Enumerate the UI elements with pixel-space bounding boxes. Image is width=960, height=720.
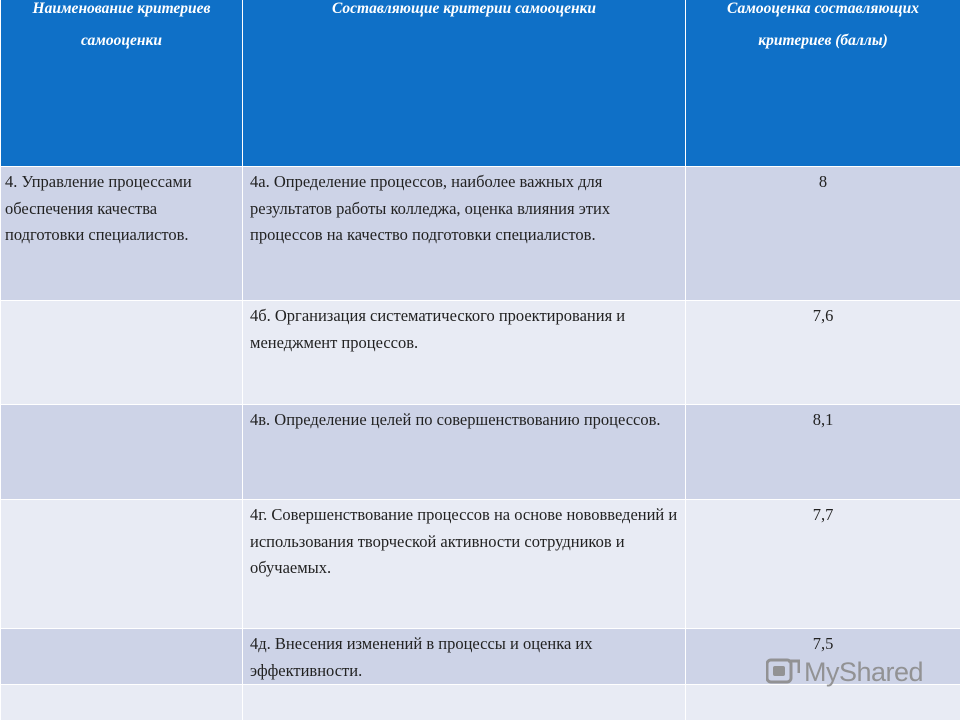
criteria-component-cell: 4в. Определение целей по совершенствованию процессов. (243, 405, 686, 500)
criteria-name-cell (1, 500, 243, 629)
header-self-assessment-score: Самооценка составляющих критериев (баллы) (686, 0, 960, 167)
score-cell: 8 (686, 167, 960, 301)
table-row (1, 167, 960, 301)
myshared-watermark (766, 655, 923, 689)
score-cell: 7,6 (686, 301, 960, 405)
table-row (1, 301, 960, 405)
score-cell: 8,1 (686, 405, 960, 500)
criteria-name-cell (1, 629, 243, 685)
score-cell: 7,5 (686, 629, 960, 685)
criteria-name-cell (1, 685, 243, 720)
criteria-component-cell: 4а. Определение процессов, наиболее важных для результатов работы колледжа, оценка влияния этих процессов на качество подготовки специалистов. (243, 167, 686, 301)
criteria-component-cell (243, 685, 686, 720)
table-row (1, 500, 960, 629)
score-cell (686, 685, 960, 720)
criteria-component-cell: 4д. Внесения изменений в процессы и оценка их эффективности. (243, 629, 686, 685)
score-cell: 7,7 (686, 500, 960, 629)
criteria-name-cell: 4. Управление процессами обеспечения качества подготовки специалистов. (1, 167, 243, 301)
criteria-name-cell (1, 405, 243, 500)
criteria-name-cell (1, 301, 243, 405)
header-criteria-components: Составляющие критерии самооценки (243, 0, 686, 167)
header-row (1, 0, 960, 167)
myshared-logo-icon (766, 657, 800, 687)
criteria-component-cell: 4г. Совершенствование процессов на основе нововведений и использования творческой активности сотрудников и обучаемых. (243, 500, 686, 629)
criteria-component-cell: 4б. Организация систематического проектирования и менеджмент процессов. (243, 301, 686, 405)
table-row (1, 685, 960, 720)
header-criteria-name: Наименование критериев самооценки (1, 0, 243, 167)
watermark-text: MyShared (804, 656, 924, 687)
table-row (1, 405, 960, 500)
